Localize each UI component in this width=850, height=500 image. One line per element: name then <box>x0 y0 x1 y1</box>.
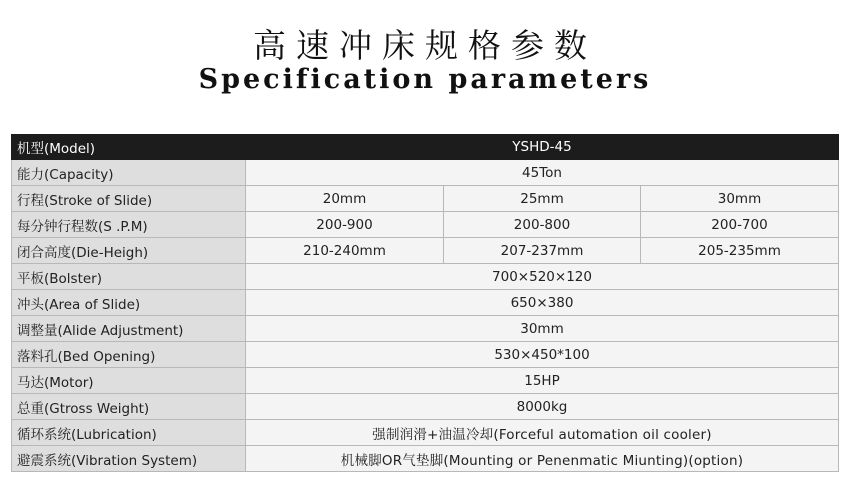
spm-value-3: 200-700 <box>641 212 839 238</box>
bed-opening-value: 530×450*100 <box>246 342 839 368</box>
row-label-model: 机型(Model) <box>12 135 246 160</box>
table-header-row <box>12 135 839 160</box>
slide-adjustment-value: 30mm <box>246 316 839 342</box>
row-label-spm: 每分钟行程数(S .P.M) <box>12 212 246 238</box>
spm-value-2: 200-800 <box>444 212 641 238</box>
page-title-chinese: 高速冲床规格参数 <box>253 26 597 65</box>
motor-value: 15HP <box>246 368 839 394</box>
row-label-bolster: 平板(Bolster) <box>12 264 246 290</box>
stroke-value-2: 25mm <box>444 186 641 212</box>
die-height-value-1: 210-240mm <box>246 238 444 264</box>
row-label-bed-opening: 落料孔(Bed Opening) <box>12 342 246 368</box>
table-row <box>12 342 839 368</box>
vibration-value: 机械脚OR气垫脚(Mounting or Penenmatic Miunting)(option) <box>246 446 839 472</box>
lubrication-value: 强制润滑+油温冷却(Forceful automation oil cooler) <box>246 420 839 446</box>
row-label-lubrication: 循环系统(Lubrication) <box>12 420 246 446</box>
table-row <box>12 316 839 342</box>
bolster-value: 700×520×120 <box>246 264 839 290</box>
table-row <box>12 446 839 472</box>
table-row <box>12 394 839 420</box>
row-label-slide-area: 冲头(Area of Slide) <box>12 290 246 316</box>
table-row <box>12 420 839 446</box>
slide-area-value: 650×380 <box>246 290 839 316</box>
row-label-motor: 马达(Motor) <box>12 368 246 394</box>
table-row <box>12 368 839 394</box>
table-row <box>12 160 839 186</box>
row-label-capacity: 能力(Capacity) <box>12 160 246 186</box>
table-row <box>12 186 839 212</box>
row-label-slide-adjustment: 调整量(Alide Adjustment) <box>12 316 246 342</box>
capacity-value: 45Ton <box>246 160 839 186</box>
row-label-stroke: 行程(Stroke of Slide) <box>12 186 246 212</box>
table-row <box>12 290 839 316</box>
stroke-value-3: 30mm <box>641 186 839 212</box>
page-title-english: Specification parameters <box>198 64 652 95</box>
spm-value-1: 200-900 <box>246 212 444 238</box>
row-label-vibration: 避震系统(Vibration System) <box>12 446 246 472</box>
table-row <box>12 238 839 264</box>
table-row <box>12 264 839 290</box>
table-row <box>12 212 839 238</box>
model-value: YSHD-45 <box>246 135 839 160</box>
row-label-weight: 总重(Gtross Weight) <box>12 394 246 420</box>
die-height-value-2: 207-237mm <box>444 238 641 264</box>
weight-value: 8000kg <box>246 394 839 420</box>
stroke-value-1: 20mm <box>246 186 444 212</box>
die-height-value-3: 205-235mm <box>641 238 839 264</box>
row-label-die-height: 闭合高度(Die-Heigh) <box>12 238 246 264</box>
specification-table <box>11 134 839 472</box>
